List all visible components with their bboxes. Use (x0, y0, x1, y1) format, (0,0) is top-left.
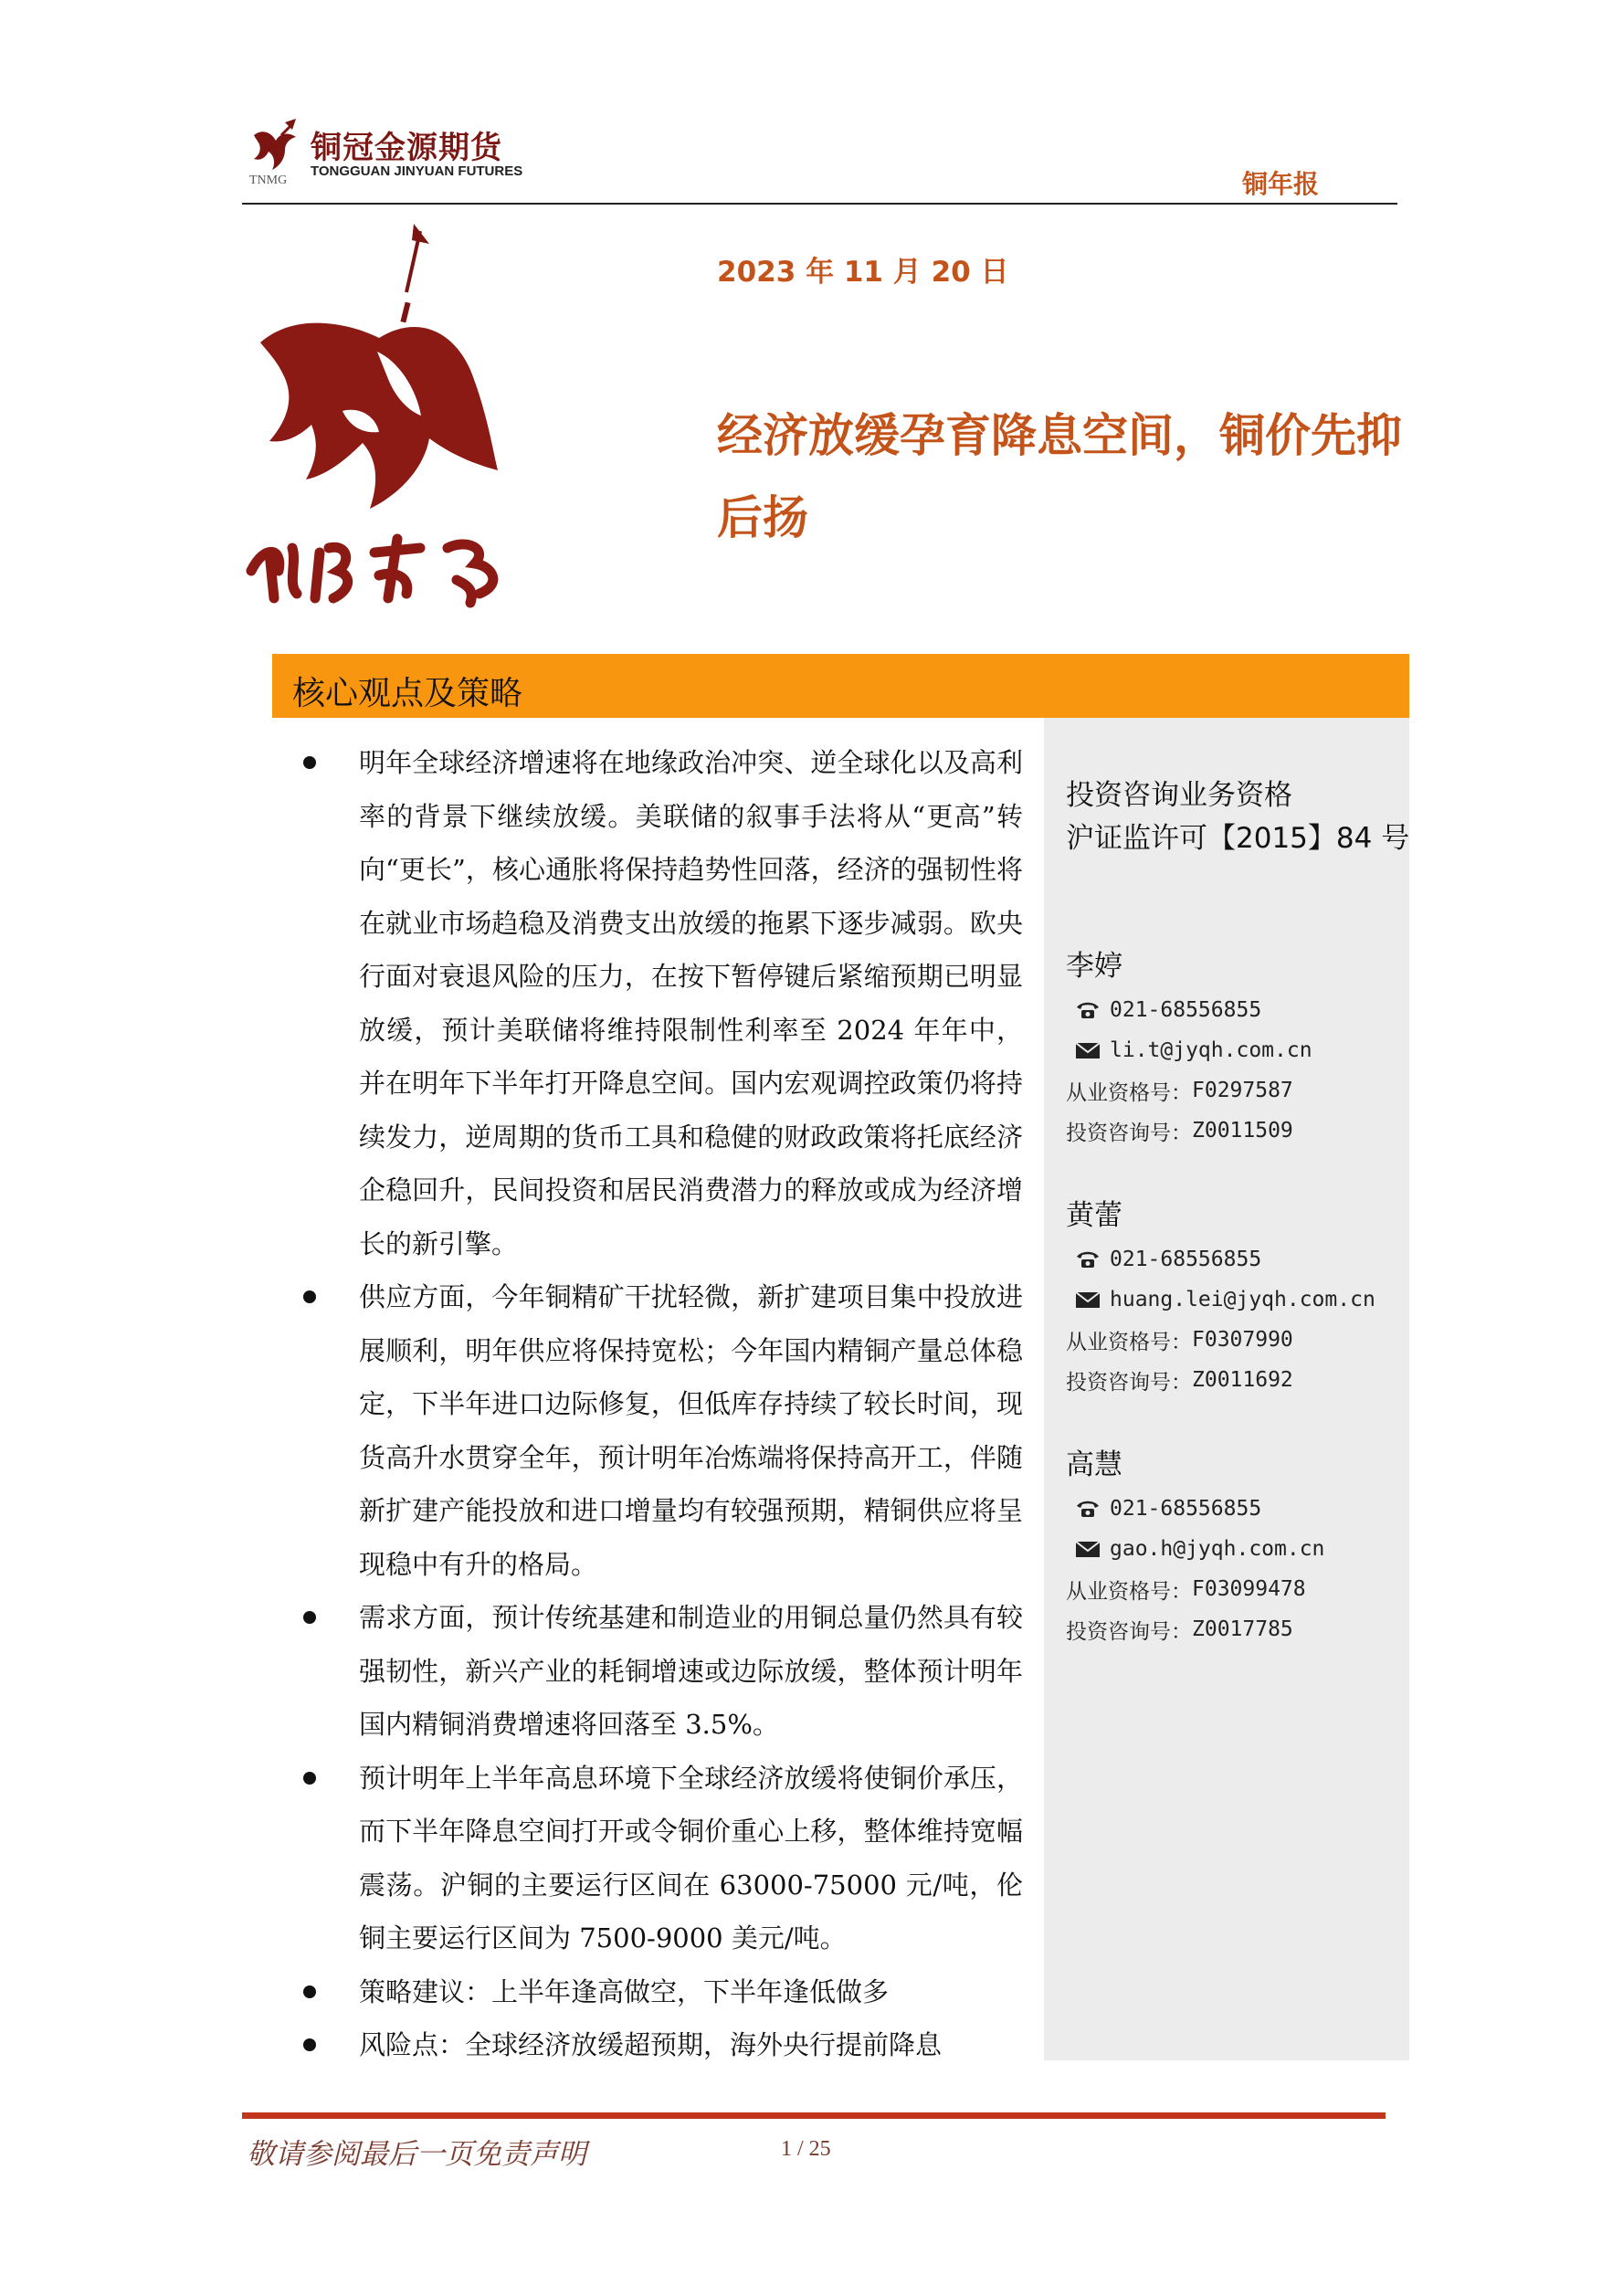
email-icon (1066, 1040, 1110, 1060)
bullet-dot-icon (303, 1985, 316, 1998)
analyst-consult-number: Z0017785 (1192, 1617, 1293, 1641)
analyst-consult-number: Z0011509 (1192, 1119, 1293, 1143)
phone-icon (1066, 1249, 1110, 1269)
bullet-dot-icon (303, 1611, 316, 1624)
cert-label: 从业资格号： (1066, 1579, 1192, 1604)
analyst-phone: 021-68556855 (1110, 998, 1262, 1022)
email-icon (1066, 1290, 1110, 1310)
analyst-email[interactable]: huang.lei@jyqh.com.cn (1110, 1288, 1375, 1311)
analyst-phone: 021-68556855 (1110, 1497, 1262, 1521)
cert-label: 从业资格号： (1066, 1080, 1192, 1105)
report-title-line-1: 经济放缓孕育降息空间，铜价先抑 (717, 409, 1402, 462)
analyst-card (1066, 1441, 1324, 1649)
disclaimer-note: 敬请参阅最后一页免责声明 (247, 2138, 586, 2171)
qualification-block (1066, 774, 1409, 860)
bullet-text: 明年全球经济增速将在地缘政治冲突、逆全球化以及高利率的背景下继续放缓。美联储的叙事手法将从“更高”转向“更长”，核心通胀将保持趋势性回落，经济的强韧性将在就业市场趋稳及消费支出放缓的拖累下逐步减弱。欧央行面对衰退风险的压力，在按下暂停键后紧缩预期已明显放缓，预计美联储将维持限制性利率至 2024 年年中，并在明年下半年打开降息空间。国内宏观调控政策仍将持续发力，逆周期的货币工具和稳健的财政政策将托底经济企稳回升，民间投资和居民消费潜力的释放或成为经济增长的新引擎。 (359, 747, 1023, 1259)
analyst-email[interactable]: li.t@jyqh.com.cn (1110, 1038, 1312, 1062)
list-item (292, 1752, 1023, 1965)
qualification-line-2: 沪证监许可【2015】84 号 (1066, 822, 1410, 855)
bullet-text: 需求方面，预计传统基建和制造业的用铜总量仍然具有较强韧性，新兴产业的耗铜增速或边际放缓，整体预计明年国内精铜消费增速将回落至 3.5%。 (359, 1602, 1023, 1740)
company-name-cn: 铜冠金源期货 (311, 130, 502, 166)
bullet-text: 预计明年上半年高息环境下全球经济放缓将使铜价承压，而下半年降息空间打开或令铜价重心上移，整体维持宽幅震荡。沪铜的主要运行区间在 63000-75000 元/吨，伦铜主要运行区间为 7500-9000 美元/吨。 (359, 1762, 1023, 1954)
report-date: 2023 年 11 月 20 日 (717, 256, 1009, 289)
bullet-dot-icon (303, 756, 316, 769)
analyst-phone: 021-68556855 (1110, 1248, 1262, 1271)
phone-icon (1066, 1000, 1110, 1020)
email-icon (1066, 1539, 1110, 1559)
analyst-cert-number: F03099478 (1192, 1577, 1306, 1601)
consult-label: 投资咨询号： (1066, 1619, 1192, 1644)
bullet-text: 供应方面，今年铜精矿干扰轻微，新扩建项目集中投放进展顺利，明年供应将保持宽松；今年国内精铜产量总体稳定，下半年进口边际修复，但低库存持续了较长时间，现货高升水贯穿全年，预计明年冶炼端将保持高开工，伴随新扩建产能投放和进口增量均有较强预期，精铜供应将呈现稳中有升的格局。 (359, 1281, 1023, 1580)
copper-head-calligraphy-art (242, 224, 516, 616)
list-item (292, 736, 1023, 1270)
cert-label: 从业资格号： (1066, 1330, 1192, 1354)
company-logo-icon (248, 117, 305, 174)
analyst-card (1066, 943, 1312, 1151)
consult-label: 投资咨询号： (1066, 1121, 1192, 1145)
analyst-email[interactable]: gao.h@jyqh.com.cn (1110, 1537, 1325, 1561)
analyst-consult-number: Z0011692 (1192, 1368, 1293, 1392)
analyst-card (1066, 1192, 1375, 1400)
report-type-label: 铜年报 (1242, 169, 1320, 199)
list-item (292, 1591, 1023, 1752)
bullet-dot-icon (303, 2038, 316, 2051)
analyst-name: 高慧 (1066, 1448, 1122, 1481)
key-points-list (292, 736, 1023, 2072)
analyst-name: 李婷 (1066, 950, 1122, 983)
section-title: 核心观点及策略 (292, 675, 523, 712)
analyst-cert-number: F0297587 (1192, 1079, 1293, 1102)
bullet-text: 风险点：全球经济放缓超预期，海外央行提前降息 (359, 2029, 943, 2060)
report-title (717, 395, 1502, 559)
phone-icon (1066, 1499, 1110, 1519)
bullet-dot-icon (303, 1290, 316, 1303)
report-title-line-2: 后扬 (717, 491, 808, 544)
page-number: 1 / 25 (781, 2137, 831, 2161)
consult-label: 投资咨询号： (1066, 1370, 1192, 1395)
analyst-cert-number: F0307990 (1192, 1328, 1293, 1352)
header-divider (242, 203, 1397, 205)
bullet-dot-icon (303, 1772, 316, 1785)
list-item (292, 2018, 1023, 2072)
company-name-en: TONGGUAN JINYUAN FUTURES (311, 163, 523, 179)
qualification-line-1: 投资咨询业务资格 (1066, 779, 1292, 812)
bullet-text: 策略建议：上半年逢高做空，下半年逢低做多 (359, 1975, 890, 2007)
list-item (292, 1965, 1023, 2019)
footer-divider (242, 2112, 1386, 2119)
analyst-name: 黄蕾 (1066, 1199, 1122, 1232)
list-item (292, 1270, 1023, 1591)
company-abbr: TNMG (249, 174, 288, 187)
